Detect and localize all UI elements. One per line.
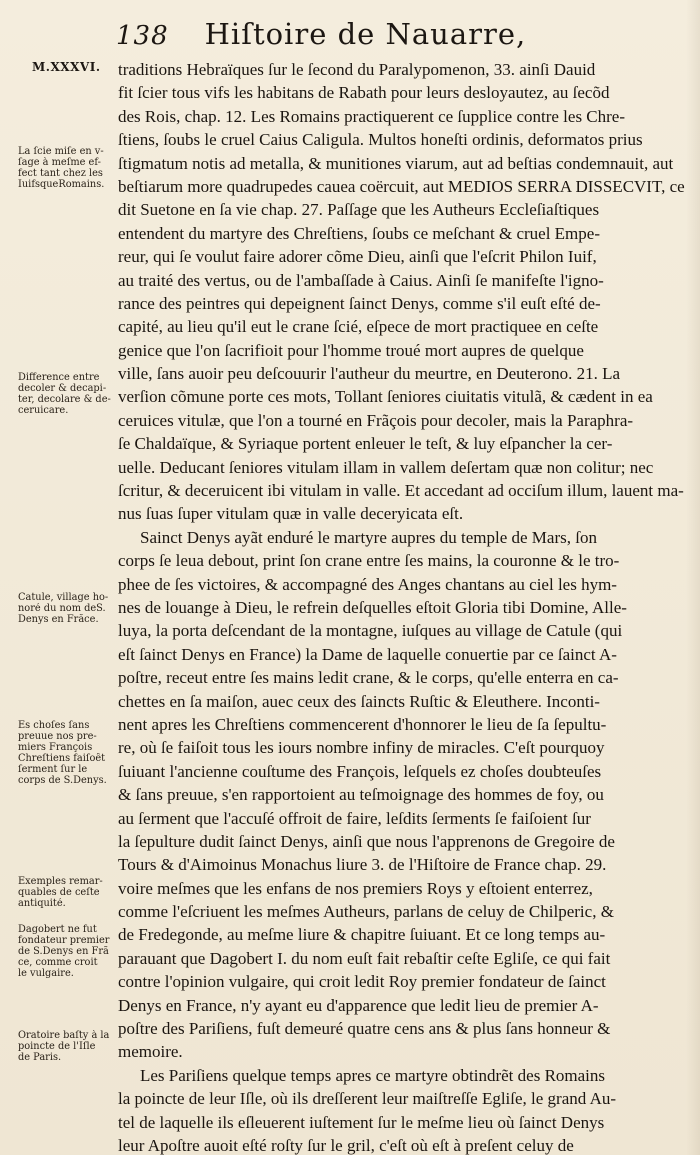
text-line: fit ſcier tous vifs les habitans de Rabath pour leurs desloyautez, au ſecõd [118, 83, 610, 103]
text-line: Tours & d'Aimoinus Monachus liure 3. de l'Hiſtoire de France chap. 29. [118, 855, 607, 875]
running-title: Hiſtoire de Nauarre, [204, 17, 527, 51]
sidenote [18, 592, 118, 625]
text-line: dit Suetone en ſa vie chap. 27. Paſſage que les Autheurs Eccleſiaſtiques [118, 200, 600, 220]
text-line: ceruices vitulæ, que l'on a tourné en Frãçois pour decoler, mais la Paraphra- [118, 410, 634, 430]
text-line: reur, qui ſe voulut faire adorer cõme Dieu, ainſi que l'eſcrit Philon Iuif, [118, 247, 597, 267]
sidenote-line: fect tant chez les [18, 168, 103, 179]
sidenote-line: antiquité. [18, 898, 66, 909]
sidenote-line: Difference entre [18, 372, 100, 383]
page-number: 138 [116, 21, 169, 51]
text-line: Les Pariſiens quelque temps apres ce martyre obtindrẽt des Romains [140, 1065, 606, 1085]
text-line: tel de laquelle ils eſleuerent iuſtement ſur le meſme lieu où ſainct Denys [118, 1112, 605, 1132]
text-line: capité, au lieu qu'il eut le crane ſcié, eſpece de mort practiquee en ceſte [118, 317, 599, 337]
body-text [118, 58, 686, 1155]
text-line: contre l'opinion vulgaire, qui croit ledit Roy premier fondateur de ſainct [118, 972, 606, 992]
text-line: uelle. Deducant ſeniores vitulam illam in vallem deſertam quæ non colitur; nec [118, 457, 654, 477]
text-line: ville, ſans auoir peu deſcouurir l'autheur du meurtre, en Deuterono. 21. La [118, 364, 621, 384]
year-marginal: M.XXXVI. [32, 60, 101, 74]
text-line: verſion cõmune porte ces mots, Tollant ſeniores ciuitatis vitulã, & cædent in ea [118, 387, 653, 407]
text-line: & ſans preuue, s'en rapportoient au teſmoignage des hommes de foy, ou [118, 785, 604, 805]
text-line: rance des peintres qui depeignent ſainct Denys, comme s'il euſt eſté de- [118, 293, 601, 313]
text-line: Denys en France, n'y ayant eu d'apparence que ledit lieu de premier A- [118, 995, 599, 1015]
text-line: nus ſuas ſuper vitulam quæ in valle decerуicata eſt. [118, 504, 464, 524]
text-line: la ſepulture dudit ſainct Denys, ainſi que nous l'apprenons de Gregoire de [118, 831, 615, 851]
page-edge-shadow [686, 0, 700, 1155]
sidenote-line: poincte de l'Iſle [18, 1041, 96, 1052]
text-line: parauant que Dagobert I. du nom euſt fait rebaſtir ceſte Egliſe, ce qui fait [118, 948, 611, 968]
sidenote-line: le vulgaire. [18, 968, 74, 979]
sidenote-line: fondateur premier [18, 935, 110, 946]
sidenote-line: Denys en Frăce. [18, 614, 99, 625]
sidenote [18, 720, 118, 786]
sidenote-line: de S.Denys en Frã [18, 946, 109, 957]
sidenote-line: Es choſes ſans [18, 720, 90, 731]
sidenote-line: de Paris. [18, 1052, 62, 1063]
text-line: des Rois, chap. 12. Les Romains practiquerent ce ſupplice contre les Chre- [118, 106, 626, 126]
text-line: leur Apoſtre auoit eſté roſty ſur le gril, c'eſt où eſt à preſent celuy de [118, 1135, 574, 1155]
text-line: memoire. [118, 1042, 183, 1062]
sidenote-line: IuifsqueRomains. [18, 179, 105, 190]
sidenote [18, 924, 118, 979]
sidenote-line: Chreſtiens faiſoêt [18, 753, 106, 764]
text-line: eſt ſainct Denys en France) la Dame de laquelle conuertie par ce ſainct A- [118, 644, 617, 664]
text-line: ſcritur, & deceruicent ibi vitulam in valle. Et accedant ad occiſum illum, lauent ma- [118, 481, 684, 501]
text-line: re, où ſe faiſoit tous les iours nombre infiny de miracles. C'eſt pourquoy [118, 738, 605, 758]
sidenote-line: noré du nom deS. [18, 603, 106, 614]
sidenote-line: preuue nos pre- [18, 731, 97, 742]
sidenote-line: ſage à meſme ef- [18, 157, 101, 168]
sidenote [18, 876, 118, 909]
sidenote-line: corps de S.Denys. [18, 775, 107, 786]
text-line: genice que l'on ſacrifioit pour l'homme troué mort aupres de quelque [118, 340, 584, 360]
text-line: ſuiuant l'ancienne couſtume des François, leſquels ez choſes doubteuſes [118, 761, 602, 781]
text-line: voire meſmes que les enfans de nos premiers Roys y eſtoient enterrez, [118, 878, 593, 898]
text-line: entendent du martyre des Chreſtiens, ſoubs ce meſchant & cruel Empe- [118, 223, 600, 243]
sidenote [18, 146, 118, 190]
sidenote [18, 372, 118, 416]
text-line: phee de ſes victoires, & accompagné des Anges chantans au ciel les hym- [118, 574, 617, 594]
text-line: la poincte de leur Iſle, où ils dreſſerent leur maiſtreſſe Egliſe, le grand Au- [118, 1089, 617, 1109]
text-line: au traité des vertus, ou de l'ambaſſade à Caius. Ainſi ſe manifeſte l'igno- [118, 270, 604, 290]
text-line: ſtigmatum notis ad metalla, & munitiones viarum, aut ad beſtias condemnauit, aut [118, 153, 674, 173]
sidenote-line: ter, decolare & de- [18, 394, 111, 405]
sidenote-line: Oratoire baſty à la [18, 1030, 110, 1041]
text-line: corps ſe leua debout, print ſon crane entre ſes mains, la couronne & le tro- [118, 551, 620, 571]
text-line: poſtre des Pariſiens, fuſt demeuré quatre cens ans & plus ſans honneur & [118, 1019, 611, 1039]
text-line: poſtre, receut entre ſes mains ledit crane, & le corps, qu'elle enterra en ca- [118, 668, 619, 688]
text-line: ſe Chaldaïque, & Syriaque portent enleuer le teſt, & luy eſpancher la cer- [118, 434, 613, 454]
text-line: traditions Hebraïques ſur le ſecond du Paralypomenon, 33. ainſi Dauid [118, 60, 596, 79]
text-line: beſtiarum more quadrupedes cauea coërcuit, aut MEDIOS SERRA DISSECVIT, ce [118, 176, 685, 196]
text-line: luya, la porta deſcendant de la montagne, iuſques au village de Catule (qui [118, 621, 623, 641]
sidenote-line: decoler & decapi- [18, 383, 107, 394]
text-line: comme l'eſcriuent les meſmes Autheurs, parlans de celuy de Chilperic, & [118, 902, 614, 922]
text-line: chettes en ſa maiſon, auec ceux des ſaincts Ruſtic & Eleuthere. Inconti- [118, 691, 600, 711]
sidenote-line: quables de ceſte [18, 887, 100, 898]
sidenote-line: ce, comme croit [18, 957, 98, 968]
running-head [116, 14, 688, 54]
sidenote-line: ceruicare. [18, 405, 69, 416]
sidenote-line: Dagobert ne fut [18, 924, 97, 935]
text-line: nes de louange à Dieu, le refrein deſquelles eſtoit Gloria tibi Domine, Alle- [118, 597, 627, 617]
sidenote-line: miers François [18, 742, 93, 753]
sidenote [18, 1030, 118, 1063]
text-line: nent apres les Chreſtiens commencerent d'honnorer le lieu de ſa ſepultu- [118, 714, 607, 734]
sidenote-line: La ſcie miſe en v- [18, 146, 104, 157]
text-line: ſtiens, ſoubs le cruel Caius Caligula. Multos honeſti ordinis, deformatos prius [118, 130, 643, 150]
text-line: au ſerment que l'accuſé offroit de faire, leſdits ſerments ſe faiſoient ſur [118, 808, 591, 828]
sidenote-line: ſerment ſur le [18, 764, 88, 775]
sidenote-line: Exemples remar- [18, 876, 103, 887]
text-line: de Fredegonde, au meſme liure & chapitre ſuiuant. Et ce long temps au- [118, 925, 606, 945]
text-line: Sainct Denys ayãt enduré le martyre aupres du temple de Mars, ſon [140, 527, 597, 547]
sidenote-line: Catule, village ho- [18, 592, 109, 603]
